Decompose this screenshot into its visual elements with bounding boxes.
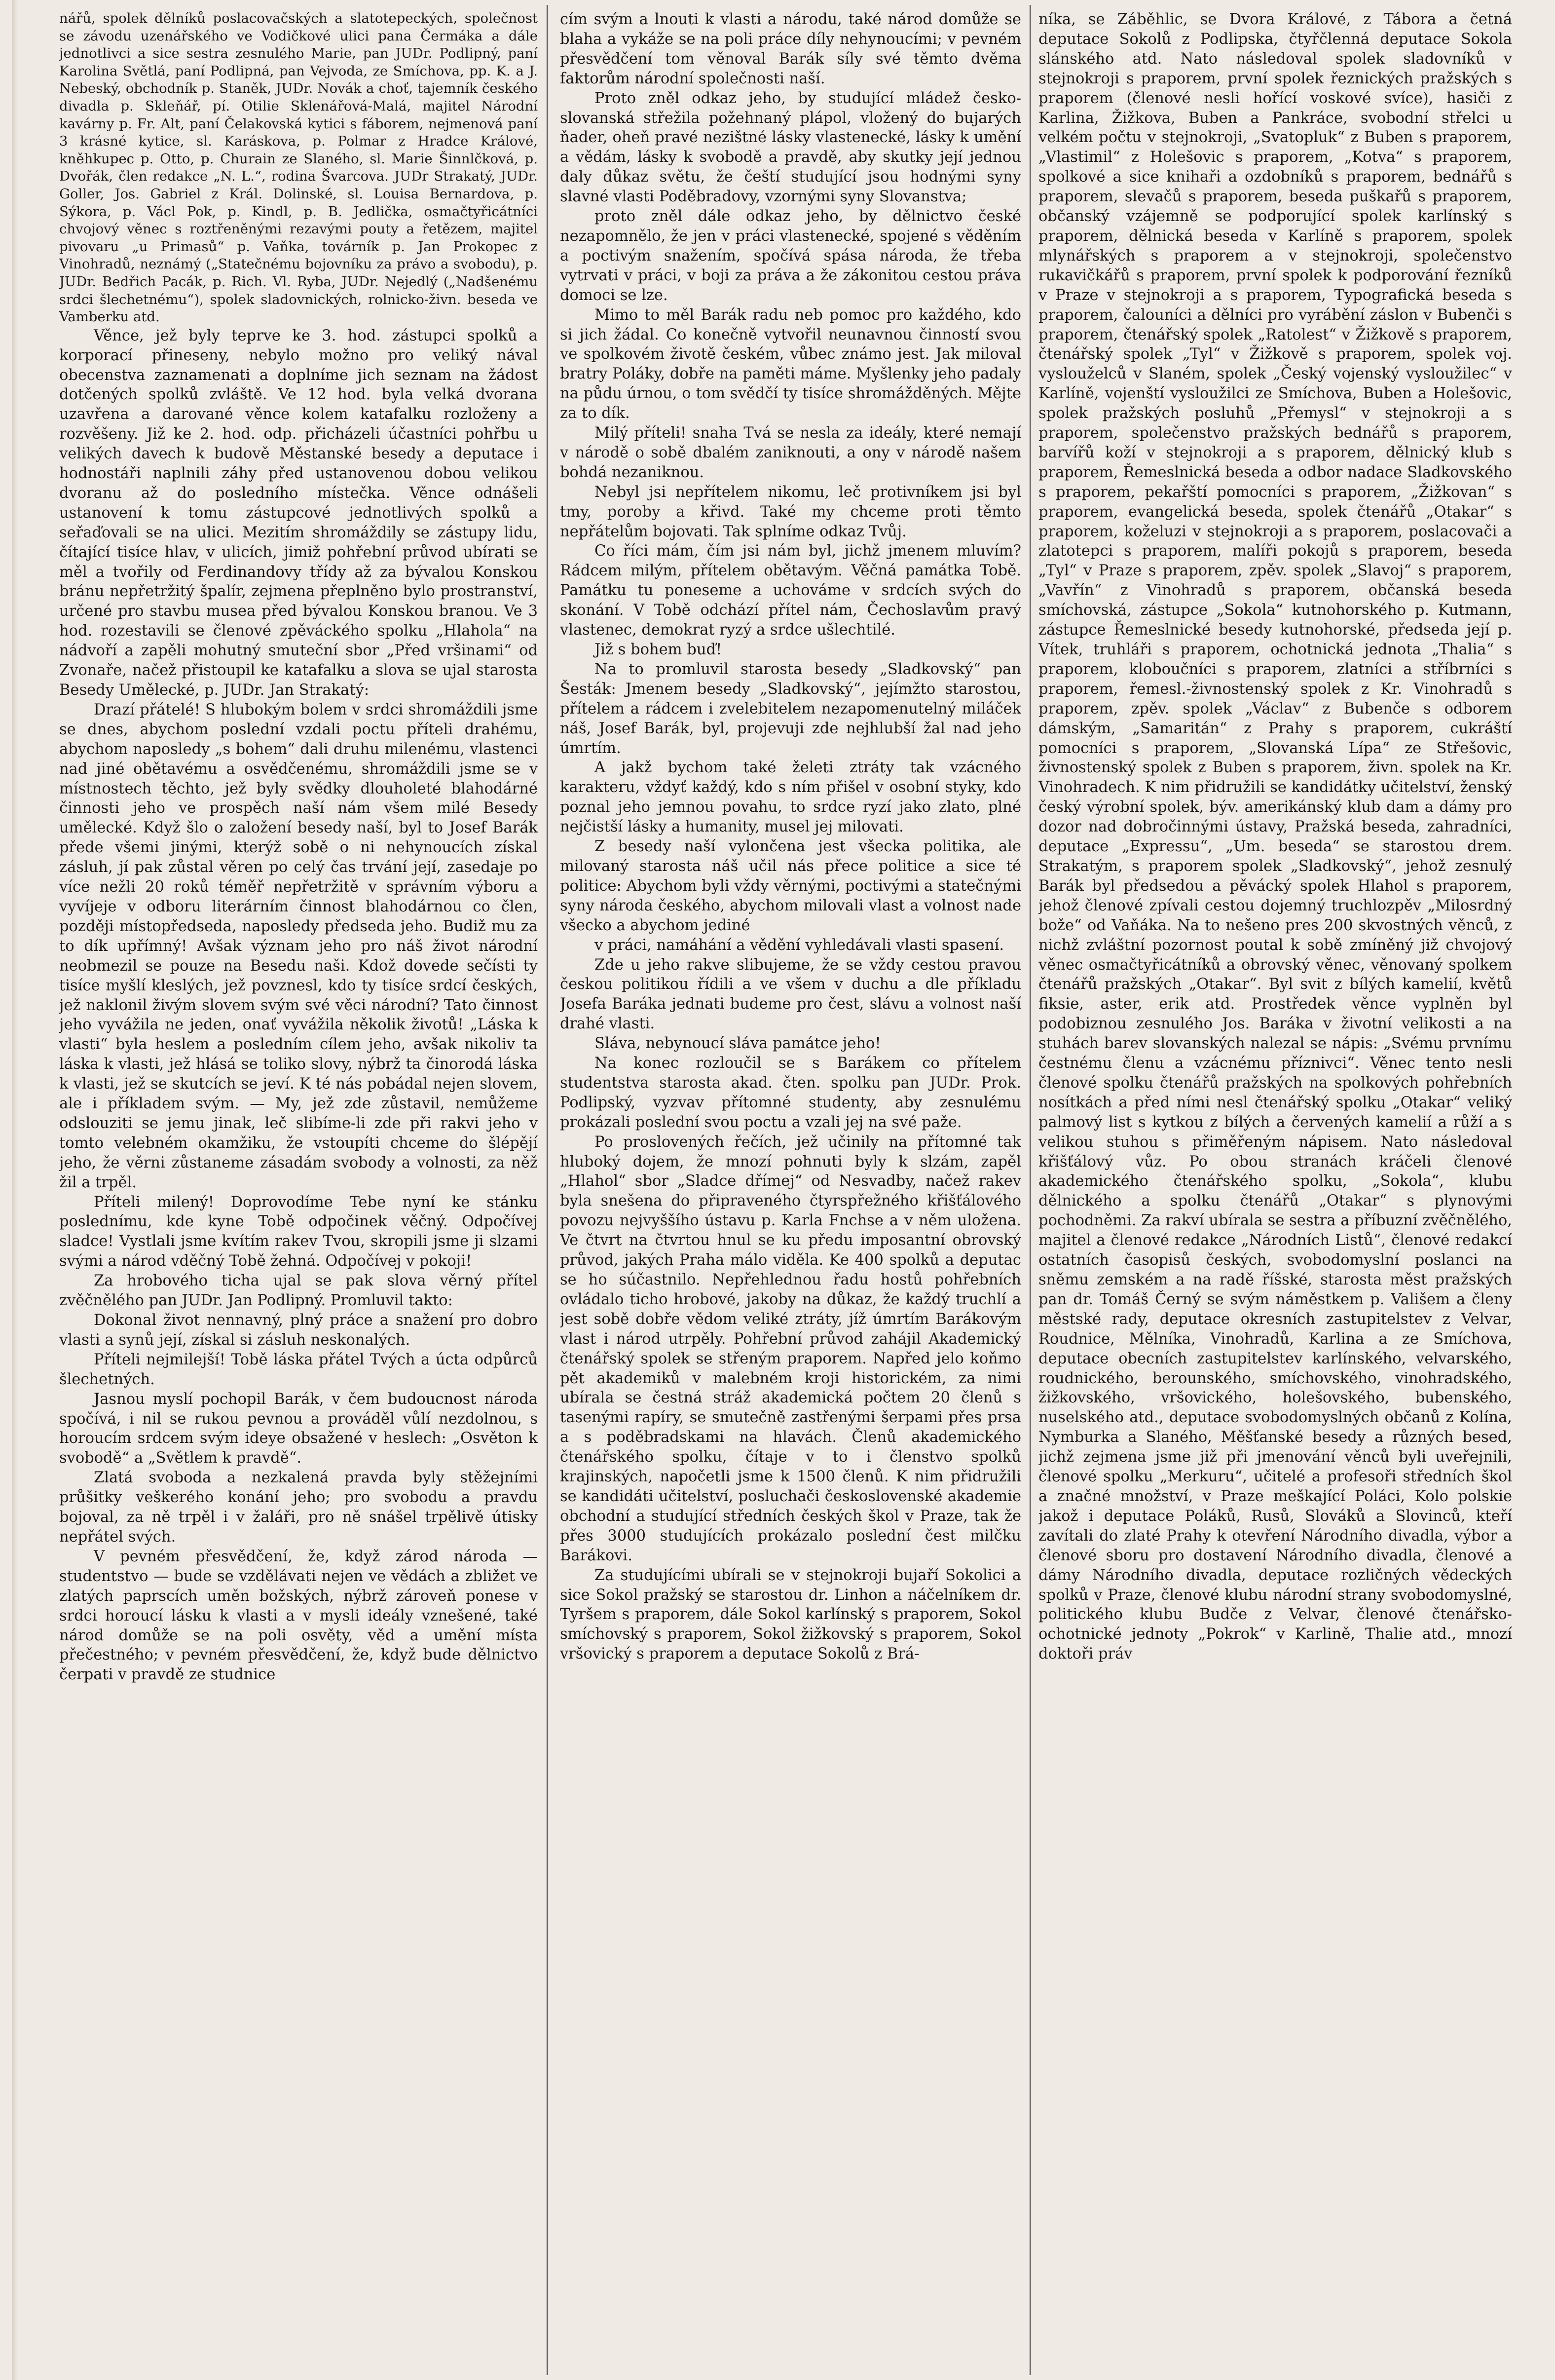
paragraph: Dokonal život nennavný, plný práce a snažení pro dobro vlasti a synů její, získal si zásluh neskonalých. (59, 1312, 538, 1349)
paragraph: proto zněl dále odkaz jeho, by dělnictvo české nezapomnělo, že jen v práci vlastenecké, spojené s věděním a poctivým snažením, spočívá spása národa, že třeba vytrvati v práci, v boji za práva a že zákonitou cestou práva domoci se lze. (560, 208, 1021, 304)
paragraph: V pevném přesvědčení, že, když zárod národa — studentstvo — bude se vzdělávati nejen ve vědách a zbližet ve zlatých paprscích uměn božských, nýbrž zároveň ponese v srdci horoucí lásku k vlasti a v mysli ideály vznešené, také národ domůže se na poli osvěty, věd a umění místa přečestného; v pevném přesvědčení, že, když bude dělnictvo čerpati v pravdě ze studnice (59, 1548, 538, 1684)
paragraph: Příteli nejmilejší! Tobě láska přátel Tvých a úcta odpůrců šlechetných. (59, 1351, 538, 1388)
paragraph: Z besedy naší vylončena jest všecka politika, ale milovaný starosta náš učil nás přece politice a sice té politice: Abychom byli vždy věrnými, poctivými a statečnými syny národa českého, abychom milovali vlast a volnost nade všecko a abychom jediné (560, 838, 1021, 934)
paragraph: Nebyl jsi nepřítelem nikomu, leč protivníkem jsi byl tmy, poroby a křivd. Také my chceme proti těmto nepřátelům bojovati. Tak splníme odkaz Tvůj. (560, 483, 1021, 540)
paragraph: Proto zněl odkaz jeho, by studující mládež česko-slovanská střežila požehnaný plápol, vložený do bujarých ňader, oheň pravé nezištné lásky vlastenecké, lásky k umění a vědám, lásky k svobodě a pravdě, aby skutky její jednou daly důkaz světu, že čeští studující jsou hodnými syny slavné vlasti Poděbradovy, vzornými syny Slovanstva; (560, 89, 1021, 206)
text-column-1 (59, 10, 538, 2370)
page-fold-shadow (12, 0, 18, 2380)
paragraph: Na to promluvil starosta besedy „Sladkovský“ pan Šesták: Jmenem besedy „Sladkovský“, jejímžto starostou, přítelem a rádcem i zvelebitelem nezapomenutelný miláček náš, Josef Barák, byl, projevuji zde nejhlubší žal nad jeho úmrtím. (560, 660, 1021, 757)
text-column-3 (1038, 10, 1512, 2370)
paragraph: Již s bohem buď! (594, 641, 722, 658)
paragraph: Zde u jeho rakve slibujeme, že se vždy cestou pravou českou politikou řídili a ve všem v duchu a dle příkladu Josefa Baráka jednati budeme pro čest, slávu a volnost naší drahé vlasti. (560, 956, 1021, 1033)
paragraph: níka, se Záběhlic, se Dvora Králové, z Tábora a četná deputace Sokolů z Podlipska, čtyřčlenná deputace Sokola slánského atd. Nato následoval spolek sladovníků v stejnokroji s praporem, první spolek řeznických pražských s praporem (členové nesli hořící voskové svíce), hasiči z Karlina, Žižkova, Buben a Pankráce, svobodní střelci u velkém počtu v stejnokroji, „Svatopluk“ z Buben s praporem, „Vlastimil“ z Holešovic s praporem, „Kotva“ s praporem, spolkové a sice knihaři a ozdobníků s praporem, bednářů s praporem, slevačů s praporem, beseda puškařů s praporem, občanský vzájemně se podporující spolek karlínský s praporem, dělnická beseda v Karlíně s praporem, spolek mlynářských s praporem a v stejnokroji, společenstvo rukavičkářů s praporem, první spolek k podporování řezníků v Praze v stejnokroji a s praporem, Typografická beseda s praporem, čalouníci a dělníci pro vyrábění záslon v Bubenči s praporem, čtenářský spolek „Ratolest“ v Žižkově s praporem, čtenářský spolek „Tyl“ v Žižkově s praporem, spolek voj. vyslouželců v Slaném, spolek „Český vojenský vysloužilec“ v Karlíně, vojenští vysloužilci ze Smíchova, Buben a Holešovic, spolek pražských posluhů „Přemysl“ v stejnokroji a s praporem, společenstvo pražských bednářů s praporem, barvířů koží v stejnokroji a s praporem, dělnický klub s praporem, Řemeslnická beseda a odbor nadace Sladkovského s praporem, pekařští pomocníci s praporem, „Žižkovan“ s praporem, evangelická beseda, spolek čtenářů „Otakar“ s praporem, koželuzi v stejnokroji a s praporem, poslacovači a zlatotepci s praporem, malíři pokojů s praporem, beseda „Tyl“ v Praze s praporem, zpěv. spolek „Slavoj“ s praporem, „Vavřín“ z Vinohradů s praporem, občanská beseda smíchovská, zástupce „Sokola“ kutnohorského p. Kutmann, zástupce Řemeslnické besedy kutnohorské, předseda její p. Vítek, truhláři s praporem, ochotnická jednota „Thalia“ s praporem, kloboučníci s praporem, zlatníci a stříbrníci s praporem, řemesl.-živnostenský spolek z Kr. Vinohradů s praporem, zpěv. spolek „Václav“ z Bubenče s odborem dámským, „Samaritán“ z Prahy s praporem, cukráští pomocníci s praporem, „Slovanská Lípa“ ze Střešovic, živnostenský spolek z Buben s praporem, živn. spolek na Kr. Vinohradech. K nim přidružili se kandidátky učitelství, ženský český výrobní spolek, býv. amerikánský klub dam a dámy pro dozor nad dobročinnými ústavy, Pražská beseda, zahradníci, deputace „Expressu“, „Um. beseda“ se starostou drem. Strakatým, s praporem spolek „Sladkovský“, jehož zesnulý Barák byl předsedou a pěvácký spolek Hlahol s praporem, jehož členové zpívali cestou dojemný truchlozpěv „Milosrdný bože“ od Vaňáka. Na to nešeno pres 200 skvostných věnců, z nichž zvláštní pozornost poutal k sobě zmíněný již chvojový věnec osmačtyřicátníků a obrovský věnec, věnovaný spolkem čtenářů pražských „Otakar“. Byl svit z bílých kamelií, květů fiksie, aster, erik atd. Prostředek věnce vyplněn byl podobiznou zesnulého Jos. Baráka v životní velikosti a na stuhách barev slovanských nalezal se nápis: „Svému prvnímu čestnému členu a vzácnému příznivci“. Věnec tento nesli členové spolku čtenářů pražských na spolkových pohřebních nosítkách a před ními nesl čtenářský spolku „Otakar“ veliký palmový list s kytkou z bílých a červených kamelií a růží a s velikou stuhou s přiměřeným nápisem. Nato následoval křišťálový vůz. Po obou stranách kráčeli členové akademického čtenářského spolku, „Sokola“, klubu dělnického a spolku čtenářů „Otakar“ s plynovými pochodněmi. Za rakví ubírala se sestra a příbuzní zvěčnělého, majitel a členové redakce „Národních Listů“, členové redakcí ostatních časopisů českých, svobodomyslní poslanci na sněmu zemském a na radě říšské, starosta měst pražských pan dr. Tomáš Černý se svým náměstkem p. Vališem a členy městské rady, deputace okresních zastupitelstev z Velvar, Roudnice, Mělníka, Vinohradů, Karlina a ze Smíchova, deputace obecních zastupitelstev karlínského, velvarského, roudnického, berounského, smíchovského, vinohradského, žižkovského, vršovického, holešovského, bubenského, nuselského atd., deputace svobodomyslných občanů z Kolína, Nymburka a Slaného, Měšťanské besedy a různých besed, jichž zejmena jsme již při jmenování věnců byli uveřejnili, členové spolku „Merkuru“, učitelé a profesoři středních škol a značné množství, v Praze meškající Poláci, Kolo polskie jakož i deputace Poláků, Rusů, Slováků a Slovinců, kteří zavítali do zlaté Prahy k otevření Národního divadla, výbor a členové sboru pro dostavení Národního divadla, členové a dámy Národního divadla, deputace rozličných vědeckých spolků v Praze, členové klubu národní strany svobodomyslné, politického klubu Budče z Velvar, členové čtenářsko-ochotnické jednoty „Pokrok“ v Karlině, Thalie atd., mnozí doktoři práv (1038, 11, 1512, 1663)
paragraph: Příteli milený! Doprovodíme Tebe nyní ke stánku poslednímu, kde kyne Tobě odpočinek věčný. Odpočívej sladce! Vystlali jsme kvítím rakev Tvou, skropili jsme ji slzami svými a národ vděčný Tobě žehná. Odpočívej v pokoji! (59, 1193, 538, 1270)
paragraph: Jasnou myslí pochopil Barák, v čem budoucnost národa spočívá, i nil se rukou pevnou a prováděl vůlí nezdolnou, s horoucím srdcem svým ideye obsažené v heslech: „Osvěton k svobodě“ a „Světlem k pravdě“. (59, 1390, 538, 1467)
paragraph: Po proslovených řečích, jež učinily na přítomné tak hluboký dojem, že mnozí pohnuti byly k slzám, zapěl „Hlahol“ sbor „Sladce dřímej“ od Nesvadby, načež rakev byla snešena do připraveného čtyrspřežného křišťálového povozu nejvyššího ústavu p. Karla Fnchse a v něm uložena. Ve čtvrt na čtvrtou hnul se ku předu imposantní obrovský průvod, jakých Praha málo viděla. Ke 400 spolků a deputac se ho súčastnilo. Nepřehlednou řadu hostů pohřebních ovládalo ticho hrobové, jakoby na důkaz, že každý truchlí a jest sobě dobře vědom veliké ztráty, jíž úmrtím Barákovým vlast i národ utrpěly. Pohřební průvod zahájil Akademický čtenářský spolek se střeným praporem. Napřed jelo koňmo pět akademiků v malebném kroji historickém, za nimi ubírala se čestná stráž akademická počtem 20 členů s tasenými rapíry, se smutečně zastřenými šerpami přes prsa a s poděbradskami na hlavách. Členů akademického čtenářského spolku, čítaje v to i členstvo spolků krajinských, napočetli jsme k 1500 členů. K nim přidružili se kandidáti učitelství, posluchači československé akademie obchodní a studující středních českých škol v Praze, tak že přes 3000 studujících prokázalo poslední čest milčku Barákovi. (560, 1133, 1021, 1564)
paragraph: v práci, namáhání a vědění vyhledávali vlasti spasení. (594, 936, 1004, 954)
paragraph: Mimo to měl Barák radu neb pomoc pro každého, kdo si jich žádal. Co konečně vytvořil neunavnou činností svou ve spolkovém životě českém, vůbec známo jest. Jak miloval bratry Poláky, dobře na paměti máme. Myšlenky jeho padaly na půdu úrnou, o tom svědčí ty tisíce shromážděných. Mějte za to dík. (560, 306, 1021, 422)
paragraph: Věnce, jež byly teprve ke 3. hod. zástupci spolků a korporací přineseny, nebylo možno pro veliký nával obecenstva zaznamenati a doplníme jich seznam na žádost dotčených spolků zvláště. Ve 12 hod. byla velká dvorana uzavřena a darované věnce kolem katafalku rozloženy a rozvěšeny. Již ke 2. hod. odp. přicházeli účastníci pohřbu u velikých davech k budově Městanské besedy a deputace i hodnostáři naplnili záhy před ustanovenou dobou velikou dvoranu až do posledního místečka. Věnce odnášeli ustanovení k tomu zástupcové jednotlivých spolků a seřaďovali se na ulici. Mezitím shromáždily se zástupy lidu, čítající tisíce hlav, v ulicích, jimiž pohřební průvod ubírati se měl a tvořily od Ferdinandovy třídy až za bývalou Konskou bránu nepřetržitý špalír, zejmena přeplněno bylo prostranství, určené pro stavbu musea před bývalou Konskou branou. Ve 3 hod. rozestavili se členové zpěváckého spolku „Hlahola“ na nádvoří a zapěli mohutný smuteční sbor „Před vršinami“ od Zvonaře, načež přistoupil ke katafalku a slova se ujal starosta Besedy Umělecké, p. JUDr. Jan Strakatý: (59, 327, 538, 699)
column-divider (1030, 5, 1031, 2375)
paragraph: Sláva, nebynoucí sláva památce jeho! (594, 1035, 881, 1053)
paragraph: Milý příteli! snaha Tvá se nesla za ideály, které nemají v národě o sobě dbalém zaniknouti, a ony v národě našem bohdá nezaniknou. (560, 424, 1021, 481)
paragraph: Na konec rozloučil se s Barákem co přítelem studentstva starosta akad. čten. spolku pan JUDr. Prok. Podlipský, vyzvav přítomné studenty, aby zesnulému prokázali poslední svou poctu a vzali jej na své paže. (560, 1055, 1021, 1131)
paragraph: Drazí přátelé! S hlubokým bolem v srdci shromáždili jsme se dnes, abychom poslední vzdali poctu příteli drahému, abychom naposledy „s bohem“ dali druhu milenému, vlastenci nad jiné obětavému a osvědčenému, shromáždili jsme se v místnostech těchto, jež byly svědky dlouholeté blahodárné činnosti jeho ve prospěch naší nám všem milé Besedy umělecké. Když šlo o založení besedy naší, byl to Josef Barák přede všemi jinými, kterýž sobě o ni nehynoucích získal zásluh, jí pak zůstal věren po celý čas trvání její, zasedaje po více nežli 20 roků téměř nepřetržitě v správním výboru a vyvíjeje v odboru literárním činnost blahodárnou co člen, později místopředseda, naposledy předseda jeho. Budiž mu za to dík upřímný! Avšak význam jeho pro náš život národní neobmezil se pouze na Besedu naši. Kdož dovede sečísti ty tisíce myšlí kleslých, jež povznesl, kdo ty tisíce srdcí českých, jež naklonil živým slovem svým své věci národní? Tato činnost jeho vyvážila ne jeden, onať vyvážila několik životů! „Láska k vlasti“ byla heslem a posledním cílem jeho, avšak nikoliv ta láska k vlasti, jež hlásá se toliko slovy, nýbrž ta činorodá láska k vlasti, jež se skutcích se jeví. K té nás pobádal nejen slovem, ale i příkladem svým. — My, jež zde zůstavil, nemůžeme odslouziti se jemu jinak, leč slibíme-li zde při rakvi jeho v tomto velebném okamžiku, že vstoupíti chceme do šlépějí jeho, že věrni zůstaneme zásadám svobody a volnosti, za něž žil a trpěl. (59, 701, 538, 1191)
paragraph: A jakž bychom také želeti ztráty tak vzácného karakteru, vždyť každý, kdo s ním přišel v osobní styky, kdo poznal jeho jemnou povahu, to srdce ryzí jako zlato, plné nejčistší lásky a humanity, musel jej milovati. (560, 759, 1021, 836)
column-divider (547, 5, 548, 2375)
text-column-2 (560, 10, 1021, 2370)
paragraph: Co říci mám, čím jsi nám byl, jichž jmenem mluvím? Rádcem milým, přítelem obětavým. Věčná památka Tobě. Památku tu poneseme a uchováme v srdcích svých do skonání. V Tobě odchází přítel nám, Čechoslavům pravý vlastenec, demokrat ryzý a srdce ušlechtilé. (560, 542, 1021, 639)
paragraph: Zlatá svoboda a nezkalená pravda byly stěžejními průšitky veškerého konání jeho; pro svobodu a pravdu bojoval, za ně trpěl i v žaláři, pro ně snášel trpělivě útisky nepřátel svých. (59, 1469, 538, 1546)
paragraph: nářů, spolek dělníků poslacovačských a slatotepeckých, společnost se závodu uzenářského ve Vodičkové ulici pana Čermáka a dále jednotlivci a sice sestra zesnulého Marie, pan JUDr. Podlipný, paní Karolina Světlá, paní Podlipná, pan Vejvoda, ze Smíchova, pp. K. a J. Nebeský, obchodník p. Staněk, JUDr. Novák a choť, tajemník českého divadla p. Skleňář, pí. Otilie Sklenářová-Malá, majitel Národní kavárny p. Fr. Alt, paní Čelakovská kytici s fáborem, nejmenová paní 3 krásné kytice, sl. Karáskova, p. Polmar z Hradce Králové, kněhkupec p. Otto, p. Churain ze Slaného, sl. Marie Šinnlčková, p. Dvořák, člen redakce „N. L.“, rodina Švarcova. JUDr Strakatý, JUDr. Goller, Jos. Gabriel z Král. Dolinské, sl. Louisa Bernardova, p. Sýkora, p. Václ Pok, p. Kindl, p. B. Jedlička, osmačtyřicátníci chvojový věnec s roztřeněnými rezavými pouty a řetězem, majitel pivovaru „u Primasů“ p. Vaňka, továrník p. Jan Prokopec z Vinohradů, neznámý („Statečnému bojovníku za právo a svobodu), p. JUDr. Bedřich Pacák, p. Rich. Vl. Ryba, JUDr. Nejedlý („Nadšenému srdci šlechetnému“), spolek sladovnických, rolnicko-živn. beseda ve Vamberku atd. (59, 10, 538, 325)
paragraph: Za hrobového ticha ujal se pak slova věrný přítel zvěčnělého pan JUDr. Jan Podlipný. Promluvil takto: (59, 1272, 538, 1310)
paragraph: Za studujícími ubírali se v stejnokroji bujaří Sokolici a sice Sokol pražský se starostou dr. Linhon a náčelníkem dr. Tyršem s praporem, dále Sokol karlínský s praporem, Sokol smíchovský s praporem, Sokol žižkovský s praporem, Sokol vršovický s praporem a deputace Sokolů z Brá- (560, 1566, 1021, 1663)
paragraph: cím svým a lnouti k vlasti a národu, také národ domůže se blaha a vykáže se na poli práce díly nehynoucími; v pevném přesvědčení tom věnoval Barák síly své těmto dvěma faktorům národní společnosti naší. (560, 11, 1021, 87)
